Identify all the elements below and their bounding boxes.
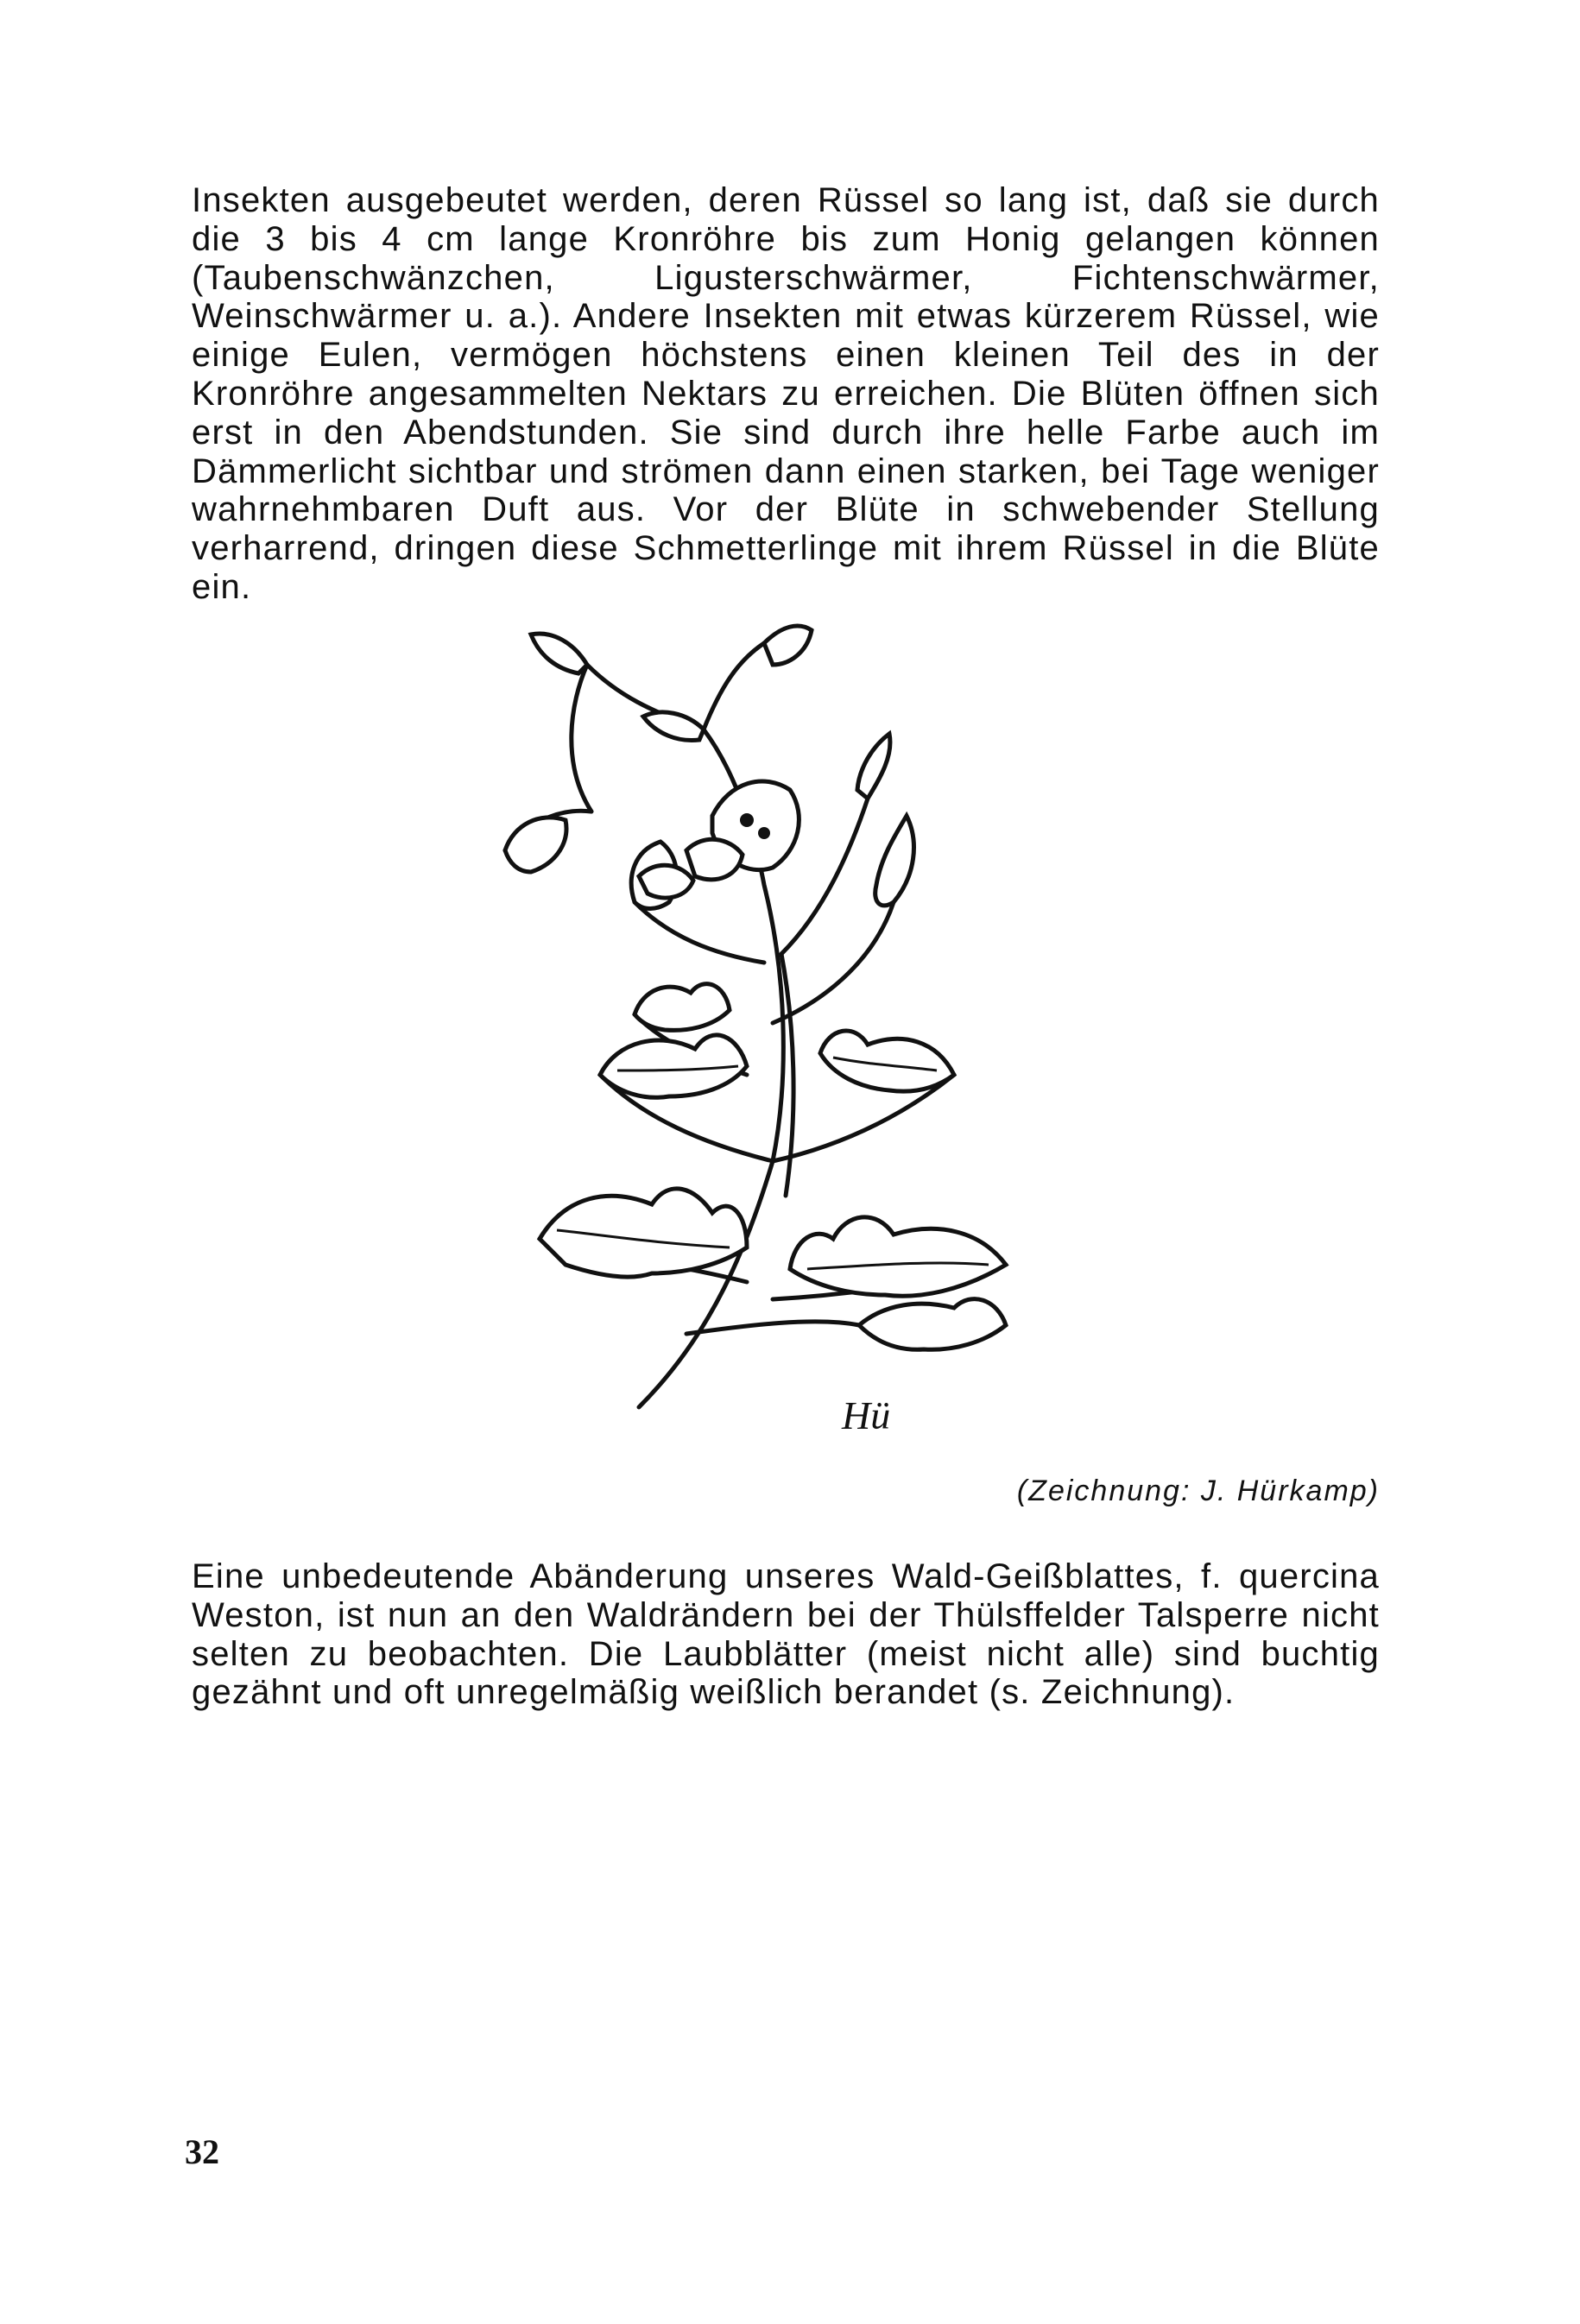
paragraph-2: Eine unbedeutende Abänderung unseres Wald-Geißblattes, f. quercina Weston, ist nun an den Waldrändern bei der Thülsffelder Talsperre nicht selten zu beobachten. Die Laubblätter (meist nicht alle) sind buchtig gezähnt und oft unregelmäßig weißlich berandet (s. Zeichnung). bbox=[192, 1557, 1380, 1712]
paragraph-1: Insekten ausgebeutet werden, deren Rüssel so lang ist, daß sie durch die 3 bis 4 cm lange Kronröhre bis zum Honig gelangen können (Taubenschwänzchen, Ligusterschwärmer, Fichtenschwärmer, Weinschwärmer u. a.). Andere Insekten mit etwas kürzerem Rüssel, wie einige Eulen, vermögen höchstens einen kleinen Teil des in der Kronröhre angesammelten Nektars zu erreichen. Die Blüten öffnen sich erst in den Abendstunden. Sie sind durch ihre helle Farbe auch im Dämmerlicht sichtbar und strömen dann einen starken, bei Tage weniger wahrnehmbaren Duft aus. Vor der Blüte in schwebender Stellung verharrend, dringen diese Schmetterlinge mit ihrem Rüssel in die Blüte ein. bbox=[192, 181, 1380, 606]
main-text bbox=[192, 181, 1380, 607]
signature-text: Hü bbox=[842, 1393, 891, 1437]
honeysuckle-drawing-icon bbox=[488, 591, 1109, 1459]
main-text-2 bbox=[192, 1557, 1380, 1712]
page-number: 32 bbox=[185, 2132, 219, 2171]
plant-illustration bbox=[488, 591, 1109, 1459]
figure-caption: (Zeichnung: J. Hürkamp) bbox=[1016, 1475, 1380, 1507]
